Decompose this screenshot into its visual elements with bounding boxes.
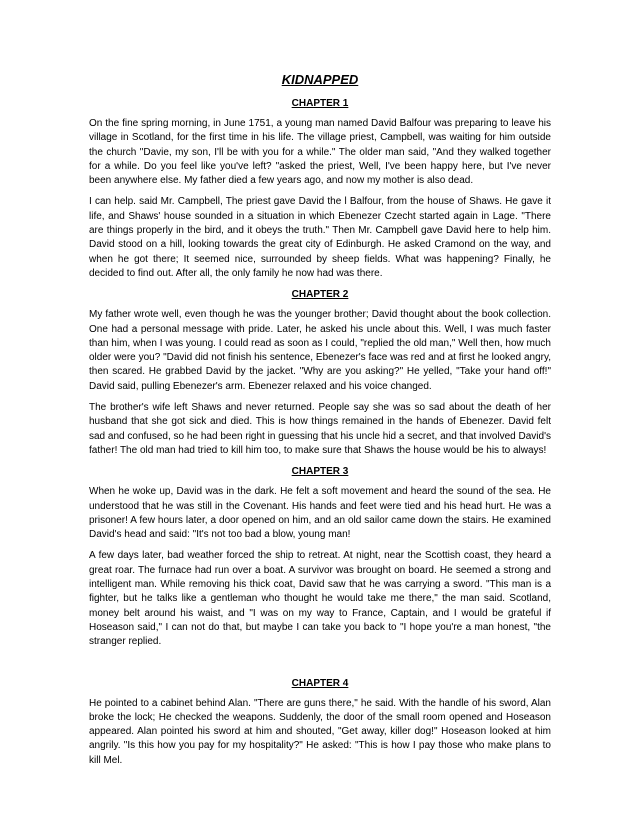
- chapter-3-paragraph-2: A few days later, bad weather forced the ship to retreat. At night, near the Scottish coast, they heard a great roar. The furnace had run over a boat. A survivor was brought on board. He seemed a strong and intelligent man. While removing his thick coat, David saw that he was carrying a sword. "This man is a fighter, but he talks like a gentleman who thought he would take me there," the man said. Scotland, money belt around his waist, and "I was on my way to France, Captain, and I would be grateful if Hoseason said," I can not do that, but maybe I can take you back to "I hope you're a man honest, "the stranger replied.: [89, 550, 551, 648]
- chapter-1-paragraph-2: I can help. said Mr. Campbell, The priest gave David the l Balfour, from the house of Shaws. He gave it life, and Shaws' house sounded in a situation in which Ebenezer Czecht started again in Lage. "There are things properly in the bird, and it obeys the truth." Then Mr. Campbell gave David here to help him. David stood on a hill, looking towards the great city of Edinburgh. He asked Cramond on the way, and when he got there; It seemed nice, surrounded by sheep fields. What was happening? Finally, he decided to find out. After all, the only family he now had was there.: [89, 196, 551, 279]
- chapter-2-heading: CHAPTER 2: [291, 289, 349, 301]
- chapter-2-paragraph-2: The brother's wife left Shaws and never returned. People say she was so sad about the death of her husband that she got sick and died. This is how things remained in the hands of Ebenezer. David felt sad and confused, so he had been right in guessing that his uncle hid a secret, and that involved David's father! The old man had tried to kill him too, to make sure that Shaws the house would be his to always!: [89, 402, 551, 456]
- chapter-4-paragraph-1: He pointed to a cabinet behind Alan. "There are guns there," he said. With the handle of his sword, Alan broke the lock; He checked the weapons. Suddenly, the door of the small room opened and Hoseason appeared. Alan pointed his sword at him and shouted, "Get away, killer dog!" Hoseason looked at him angrily. "Is this how you pay for my hospitality?" He asked: "This is how I pay those who make plans to kill Mel.: [89, 697, 551, 766]
- chapter-3-heading: CHAPTER 3: [291, 466, 349, 478]
- document-page: [89, 72, 551, 775]
- chapter-2-paragraph-1: My father wrote well, even though he was the younger brother; David thought about the book collection. One had a personal message with pride. Later, he asked his uncle about this. Well, I was much faster than him, when I was young. I could read as soon as I could, "replied the old man," Well then, how much older were you? "David did not finish his sentence, Ebenezer's face was red and at first he looked angry, then scared. He grabbed David by the jacket. "Why are you asking?" He yelled, "Take your hand off!" David said, pulling Ebenezer's arm. Ebenezer relaxed and his voice changed.: [89, 309, 551, 392]
- document-title: KIDNAPPED: [281, 72, 359, 87]
- chapter-1-heading: CHAPTER 1: [291, 98, 349, 109]
- chapter-4-heading: CHAPTER 4: [291, 677, 349, 689]
- chapter-1-paragraph-1: On the fine spring morning, in June 1751, a young man named David Balfour was preparing to leave his village in Scotland, for the first time in his life. The village priest, Campbell, was waiting for him outside the church "Davie, my son, I'll be with you for a while." The older man said, "And they walked together for a while. Do you feel like you've left? "asked the priest, Well, I've been happy here, but I've never been anywhere else. My father died a few years ago, and now my mother is also dead.: [89, 118, 551, 187]
- chapter-3-paragraph-1: When he woke up, David was in the dark. He felt a soft movement and heard the sound of the sea. He understood that he was still in the Covenant. His hands and feet were tied and his head hurt. He was a prisoner! A few hours later, a door opened on him, and an old sailor came down the stairs. He examined David's head and said: "It's not too bad a blow, young man!: [89, 486, 551, 541]
- section-gap: [89, 657, 551, 677]
